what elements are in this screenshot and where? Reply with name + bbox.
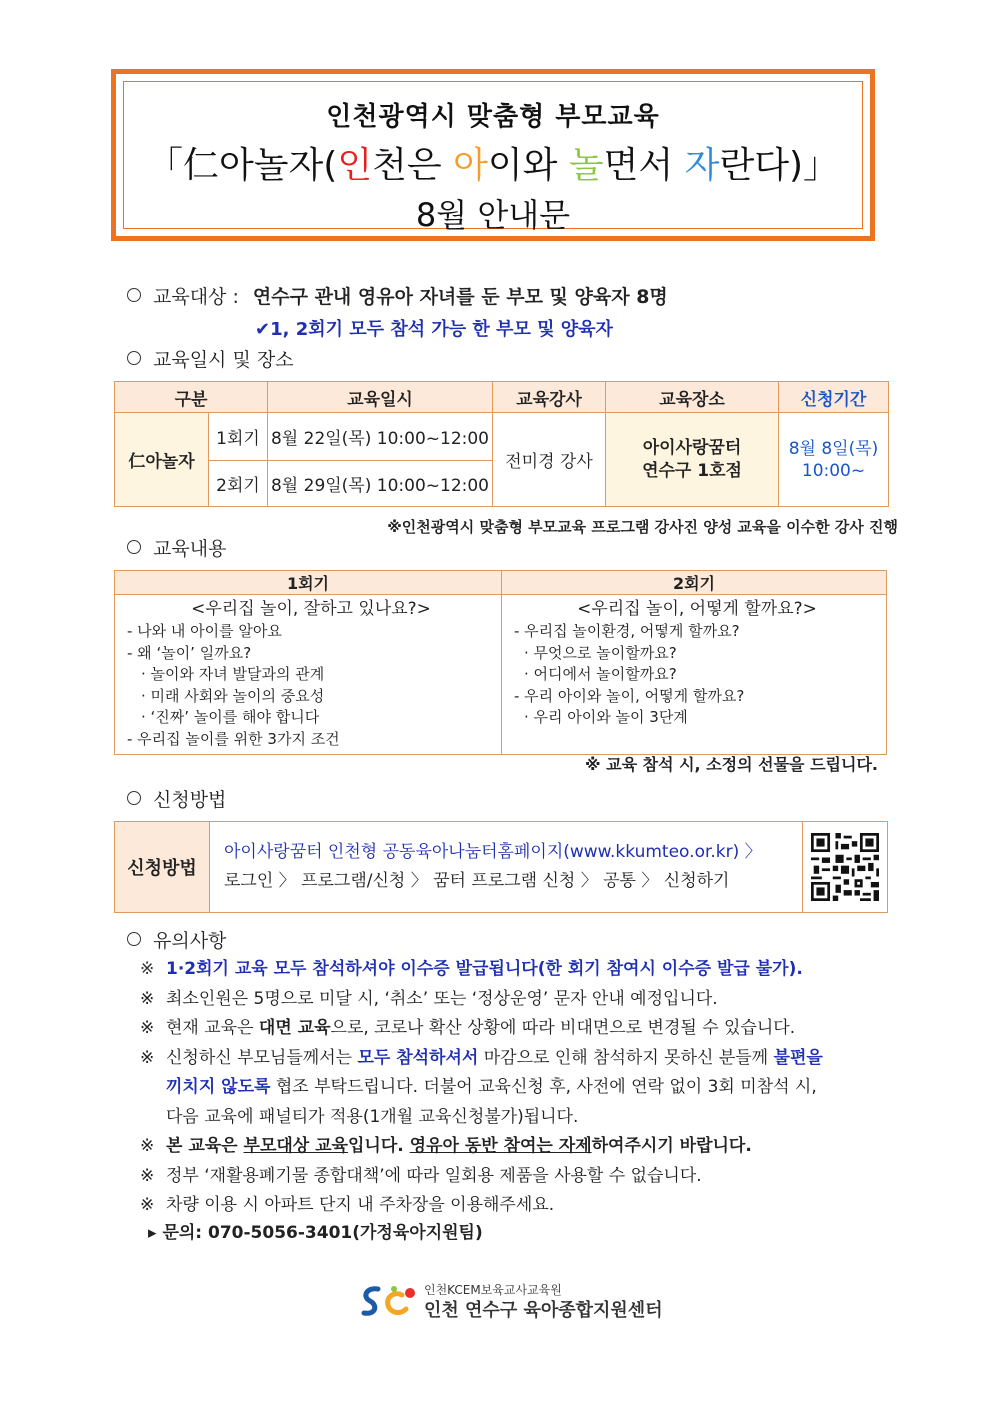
schedule-program-name: 仁아놀자	[115, 413, 209, 507]
apply-label: 신청방법	[115, 822, 210, 913]
content-item: - 우리 아이와 놀이, 어떻게 할까요?	[514, 686, 745, 705]
note-5: ※ 본 교육은 부모대상 교육입니다. 영유아 동반 참여는 자제하여주시기 바랍니다.	[140, 1136, 752, 1156]
title-mid1: 천은	[372, 145, 454, 186]
schedule-datetime-2: 8월 29일(목) 10:00~12:00	[268, 461, 493, 507]
bullet-circle-icon	[127, 540, 141, 554]
bullet-circle-icon	[127, 932, 141, 946]
content-header-round-1: 1회기	[115, 571, 502, 595]
gift-note: ※ 교육 참석 시, 소정의 선물을 드립니다.	[585, 755, 878, 774]
header-title	[124, 137, 862, 188]
note-1: ※ 1·2회기 교육 모두 참석하셔야 이수증 발급됩니다(한 회기 참여시 이수증 발급 불가).	[140, 959, 803, 979]
qr-code-cell	[803, 822, 888, 913]
schedule-round-1: 1회기	[209, 413, 268, 461]
apply-steps	[210, 822, 803, 913]
footer-logo	[358, 1281, 663, 1323]
apply-section-title: 신청방법	[127, 785, 226, 812]
title-a: 아	[453, 145, 488, 186]
schedule-section-title: 교육일시 및 장소	[127, 345, 294, 372]
note-4: ※ 신청하신 부모님들께서는 모두 참석하셔서 마감으로 인해 참석하지 못하신 분들께 불편을	[140, 1047, 823, 1068]
content-table	[114, 570, 887, 755]
footer-main-org: 인천 연수구 육아종합지원센터	[424, 1300, 663, 1321]
target-note: ✔1, 2회기 모두 참석 가능 한 부모 및 양육자	[255, 319, 613, 340]
content-item: · 어디에서 놀이할까요?	[524, 665, 677, 683]
notes-list	[140, 955, 823, 1221]
content-item: · 놀이와 자녀 발달과의 관계	[141, 665, 325, 683]
center-logo-icon	[358, 1281, 422, 1321]
content-item: · ‘진짜’ 놀이를 해야 합니다	[141, 708, 320, 726]
target-label: 교육대상 :	[153, 286, 239, 308]
apply-website-link[interactable]: 아이사랑꿈터 인천형 공동육아나눔터홈페이지(www.kkumteo.or.kr) 〉	[224, 842, 762, 862]
bullet-circle-icon	[127, 288, 141, 302]
note-3: ※ 현재 교육은 대면 교육으로, 코로나 확산 상황에 따라 비대면으로 변경될 수 있습니다.	[140, 1018, 796, 1038]
schedule-period: 8월 8일(목) 10:00~	[779, 413, 889, 507]
content-item: - 우리집 놀이환경, 어떻게 할까요?	[514, 622, 740, 640]
schedule-header-datetime: 교육일시	[268, 382, 493, 413]
content-item: · 미래 사회와 놀이의 중요성	[141, 686, 325, 705]
schedule-instructor: 전미경 강사	[493, 413, 606, 507]
header-inner-frame	[123, 81, 863, 234]
schedule-footnote: ※인천광역시 맞춤형 부모교육 프로그램 강사진 양성 교육을 이수한 강사 진행	[387, 518, 898, 536]
schedule-round-2: 2회기	[209, 461, 268, 507]
note-4-cont: 끼치지 않도록 협조 부탁드립니다. 더불어 교육신청 후, 사전에 연락 없이 3회 미참석 시,	[166, 1077, 817, 1097]
content-round-1	[115, 595, 502, 755]
content-round-2-title: <우리집 놀이, 어떻게 할까요?>	[577, 599, 817, 619]
title-mid3: 면서	[603, 145, 685, 186]
schedule-header-instructor: 교육강사	[493, 382, 606, 413]
content-item: · 우리 아이와 놀이 3단계	[524, 708, 688, 726]
target-value: 연수구 관내 영유아 자녀를 둔 부모 및 양육자 8명	[252, 286, 668, 308]
schedule-header-category: 구분	[115, 382, 268, 413]
apply-table	[114, 821, 888, 913]
content-round-1-title: <우리집 놀이, 잘하고 있나요?>	[191, 599, 431, 619]
bullet-circle-icon	[127, 791, 141, 805]
content-round-2	[502, 595, 887, 755]
content-item: - 우리집 놀이를 위한 3가지 조건	[127, 729, 340, 748]
title-close: 란다)」	[719, 145, 840, 186]
content-item: - 왜 ‘놀이’ 일까요?	[127, 643, 252, 662]
qr-code-icon[interactable]	[809, 833, 881, 901]
content-item: · 무엇으로 놀이할까요?	[524, 643, 677, 662]
title-in: 인	[337, 145, 373, 186]
header-month-notice: 8월 안내문	[415, 196, 571, 234]
note-6: ※ 정부 ‘재활용폐기물 종합대책’에 따라 일회용 제품을 사용할 수 없습니다.	[140, 1165, 702, 1186]
content-header-round-2: 2회기	[502, 571, 887, 595]
apply-navigation-path: 로그인 〉 프로그램/신청 〉 꿈터 프로그램 신청 〉 공통 〉 신청하기	[224, 871, 730, 891]
bullet-circle-icon	[127, 351, 141, 365]
notes-section-title: 유의사항	[127, 926, 226, 953]
footer-sub-org: 인천KCEM보육교사교육원	[424, 1283, 562, 1297]
title-nol: 놀	[568, 145, 604, 186]
schedule-place: 아이사랑꿈터 연수구 1호점	[606, 413, 779, 507]
schedule-datetime-1: 8월 22일(목) 10:00~12:00	[268, 413, 493, 461]
target-section	[127, 282, 668, 309]
note-4-cont2: 다음 교육에 패널티가 적용(1개월 교육신청불가)됩니다.	[166, 1106, 579, 1127]
note-2: ※ 최소인원은 5명으로 미달 시, ‘취소’ 또는 ‘정상운영’ 문자 안내 예정입니다.	[140, 988, 718, 1009]
schedule-table	[114, 381, 889, 507]
schedule-header-place: 교육장소	[606, 382, 779, 413]
schedule-header-period: 신청기간	[779, 382, 889, 413]
header-subtitle: 인천광역시 맞춤형 부모교육	[326, 102, 660, 132]
title-mid2: 이와	[487, 145, 569, 186]
contact-info: ▸ 문의: 070-5056-3401(가정육아지원팀)	[148, 1223, 483, 1243]
content-item: - 나와 내 아이를 알아요	[127, 622, 282, 640]
title-open: 「仁아놀자(	[146, 145, 338, 186]
title-ja: 자	[684, 145, 720, 186]
note-7: ※ 차량 이용 시 아파트 단지 내 주차장을 이용해주세요.	[140, 1195, 555, 1215]
content-section-title: 교육내용	[127, 534, 226, 561]
